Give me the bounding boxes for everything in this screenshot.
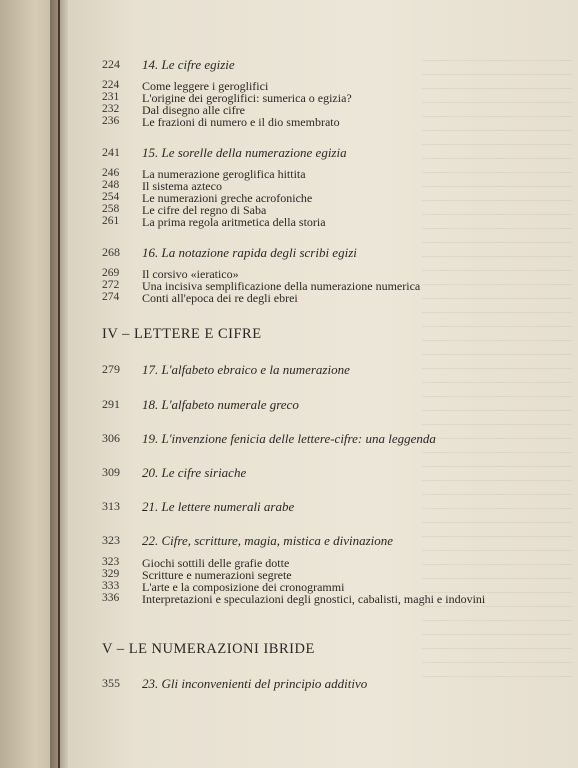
page-number: 279 (102, 362, 120, 376)
page-number: 236 (102, 115, 120, 127)
page-number: 333 (102, 580, 120, 592)
page-number: 241 (102, 145, 120, 159)
book-gutter (50, 0, 68, 768)
page-number: 309 (102, 465, 120, 479)
chapter-title: 21. Le lettere numerali arabe (142, 499, 295, 514)
section-title: La numerazione geroglifica hittita (142, 167, 306, 181)
chapter-title: 15. Le sorelle della numerazione egizia (142, 145, 347, 160)
chapter-title: 16. La notazione rapida degli scribi egizi (142, 245, 357, 260)
page-number: 224 (102, 79, 120, 91)
book-page (60, 0, 578, 768)
part-v-heading: V – LE NUMERAZIONI IBRIDE (102, 641, 315, 657)
page-number: 268 (102, 245, 120, 259)
section-title: Il corsivo «ieratico» (142, 267, 239, 281)
page-number: 306 (102, 431, 120, 445)
section-title: Una incisiva semplificazione della numerazione numerica (142, 279, 421, 293)
page-number: 232 (102, 103, 120, 115)
page-number: 224 (102, 57, 120, 71)
chapter-title: 14. Le cifre egizie (142, 57, 235, 72)
page-number: 323 (102, 556, 120, 568)
page-number: 274 (102, 291, 120, 303)
chapter-title: 18. L'alfabeto numerale greco (142, 397, 299, 412)
section-title: Come leggere i geroglifici (142, 79, 269, 93)
page-number: 254 (102, 191, 120, 203)
page-number: 336 (102, 592, 120, 604)
page-number: 272 (102, 279, 120, 291)
page-number: 269 (102, 267, 120, 279)
chapter-title: 17. L'alfabeto ebraico e la numerazione (142, 362, 350, 377)
page-number: 248 (102, 179, 120, 191)
section-title: Conti all'epoca dei re degli ebrei (142, 291, 298, 305)
page-number: 323 (102, 533, 120, 547)
chapter-title: 20. Le cifre siriache (142, 465, 247, 480)
page-number: 355 (102, 676, 120, 690)
show-through-text (422, 60, 572, 680)
page-number: 313 (102, 499, 120, 513)
section-title: Le numerazioni greche acrofoniche (142, 191, 313, 205)
page-number: 329 (102, 568, 120, 580)
part-iv-heading: IV – LETTERE E CIFRE (102, 326, 262, 342)
section-title: Dal disegno alle cifre (142, 103, 245, 117)
section-title: Giochi sottili delle grafie dotte (142, 556, 290, 570)
section-title: L'arte e la composizione dei cronogrammi (142, 580, 345, 594)
page-number: 258 (102, 203, 120, 215)
chapter-title: 19. L'invenzione fenicia delle lettere-cifre: una leggenda (142, 431, 436, 446)
section-title: L'origine dei geroglifici: sumerica o egizia? (142, 91, 352, 105)
page-number: 291 (102, 397, 120, 411)
section-title: Le cifre del regno di Saba (142, 203, 267, 217)
page-number: 261 (102, 215, 120, 227)
section-title: Interpretazioni e speculazioni degli gnostici, cabalisti, maghi e indovini (142, 592, 486, 606)
section-title: La prima regola aritmetica della storia (142, 215, 326, 229)
section-title: Le frazioni di numero e il dio smembrato (142, 115, 340, 129)
chapter-title: 23. Gli inconvenienti del principio additivo (142, 676, 368, 691)
section-title: Scritture e numerazioni segrete (142, 568, 292, 582)
page-number: 246 (102, 167, 120, 179)
page-number: 231 (102, 91, 120, 103)
section-title: Il sistema azteco (142, 179, 222, 193)
chapter-title: 22. Cifre, scritture, magia, mistica e divinazione (142, 533, 394, 548)
